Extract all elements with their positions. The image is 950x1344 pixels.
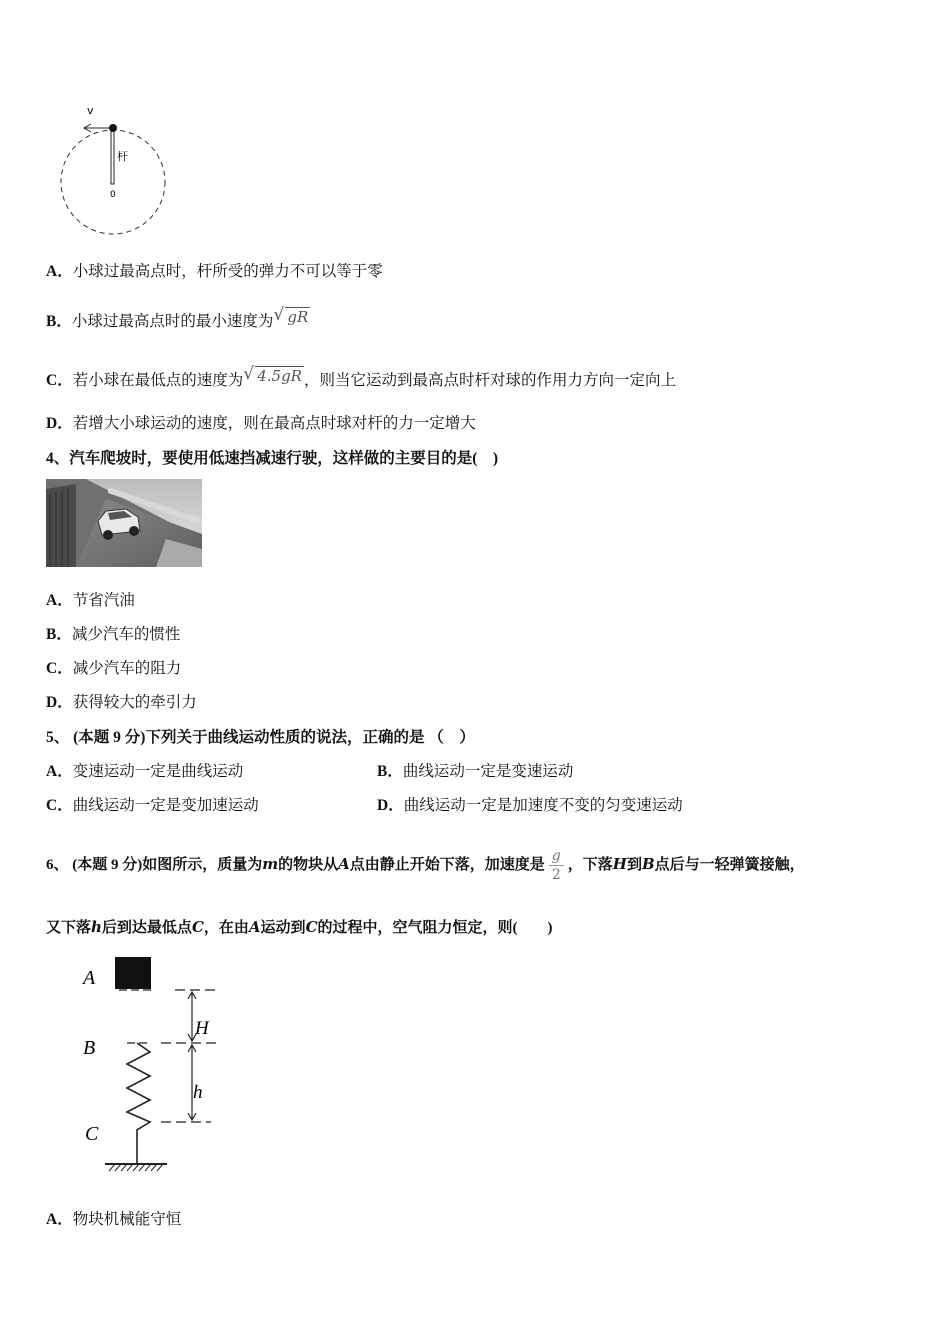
stem-text: 6、 (本题 9 分)如图所示，质量为 bbox=[46, 857, 263, 873]
formula-radicand: gR bbox=[287, 308, 309, 326]
rod bbox=[111, 128, 114, 184]
option-text: 物块机械能守恒 bbox=[72, 1210, 182, 1228]
option-label: C． bbox=[46, 797, 73, 814]
car-on-slope-photo bbox=[46, 479, 202, 567]
question-text: 5、 (本题 9 分)下列关于曲线运动性质的说法，正确的是 （ ） bbox=[46, 729, 475, 746]
option-label: B． bbox=[46, 626, 72, 643]
fraction-g-over-2 bbox=[549, 847, 564, 884]
option-label: B． bbox=[46, 313, 72, 330]
option-text: 减少汽车的惯性 bbox=[71, 625, 181, 643]
q5-option-a[interactable] bbox=[46, 761, 243, 782]
option-label: C． bbox=[46, 372, 73, 389]
label-C: C bbox=[85, 1123, 99, 1145]
var-B: B bbox=[641, 855, 655, 873]
ground-hatch bbox=[109, 1164, 163, 1171]
q6-stem-line1 bbox=[46, 842, 805, 887]
question-text: 4、汽车爬坡时，要使用低速挡减速行驶，这样做的主要目的是( ) bbox=[46, 450, 499, 467]
option-text: 节省汽油 bbox=[72, 591, 135, 609]
option-label: A． bbox=[46, 763, 73, 780]
q4-option-d[interactable] bbox=[46, 692, 197, 713]
fraction-denominator: 2 bbox=[551, 866, 561, 883]
var-h: h bbox=[91, 918, 102, 936]
var-C: C bbox=[305, 918, 318, 936]
q4-option-b[interactable] bbox=[46, 624, 180, 645]
car-photo-illustration bbox=[46, 479, 202, 567]
option-text: 曲线运动一定是变加速运动 bbox=[72, 796, 259, 814]
option-label: D． bbox=[46, 694, 73, 711]
stem-text: 后到达最低点 bbox=[101, 920, 192, 936]
rod-circle-diagram bbox=[55, 98, 175, 243]
stem-text: 运动到 bbox=[260, 920, 306, 936]
q6-stem-line2 bbox=[46, 917, 553, 938]
option-label: A． bbox=[46, 263, 73, 280]
sqrt-formula bbox=[273, 307, 310, 327]
option-text: 变速运动一定是曲线运动 bbox=[72, 762, 244, 780]
q4-option-a[interactable] bbox=[46, 590, 135, 611]
center-label: 0 bbox=[110, 190, 116, 200]
stem-text: 的过程中，空气阻力恒定，则( ) bbox=[317, 920, 553, 936]
option-text: 若增大小球运动的速度，则在最高点时球对杆的力一定增大 bbox=[72, 414, 476, 432]
option-text: 曲线运动一定是加速度不变的匀变速运动 bbox=[403, 796, 683, 814]
var-C: C bbox=[191, 918, 204, 936]
stem-text: 点由静止开始下落，加速度是 bbox=[349, 857, 545, 873]
q5-stem bbox=[46, 727, 475, 748]
option-text: 曲线运动一定是变速运动 bbox=[402, 762, 574, 780]
q6-option-a[interactable] bbox=[46, 1209, 181, 1230]
block bbox=[115, 957, 151, 989]
q3-option-a[interactable] bbox=[46, 261, 383, 282]
label-A: A bbox=[83, 967, 96, 989]
option-label: B． bbox=[377, 763, 403, 780]
var-A: A bbox=[338, 855, 350, 873]
option-label: A． bbox=[46, 592, 73, 609]
stem-text: 到 bbox=[626, 857, 642, 873]
rod-label: 杆 bbox=[117, 150, 128, 163]
stem-text: 点后与一轻弹簧接触， bbox=[654, 857, 805, 873]
stem-text: 的物块从 bbox=[278, 857, 339, 873]
label-B: B bbox=[83, 1037, 96, 1059]
option-text-after: ，则当它运动到最高点时杆对球的作用力方向一定向上 bbox=[303, 371, 676, 389]
formula-radicand: 4.5gR bbox=[257, 367, 302, 385]
q4-stem bbox=[46, 448, 498, 469]
var-m: m bbox=[262, 855, 279, 873]
option-label: A． bbox=[46, 1211, 73, 1228]
q3-option-b[interactable] bbox=[46, 307, 310, 332]
spring-drop-diagram bbox=[75, 950, 255, 1195]
var-A: A bbox=[248, 918, 261, 936]
fraction-numerator: g bbox=[549, 847, 564, 866]
option-text: 获得较大的牵引力 bbox=[72, 693, 197, 711]
q5-option-c[interactable] bbox=[46, 795, 259, 816]
option-text: 小球过最高点时，杆所受的弹力不可以等于零 bbox=[72, 262, 383, 280]
q5-option-d[interactable] bbox=[377, 795, 683, 816]
q4-option-c[interactable] bbox=[46, 658, 181, 679]
option-text: 减少汽车的阻力 bbox=[72, 659, 182, 677]
option-label: D． bbox=[377, 797, 404, 814]
option-text: 若小球在最低点的速度为 bbox=[72, 371, 244, 389]
option-label: D． bbox=[46, 415, 73, 432]
q3-option-c[interactable] bbox=[46, 366, 676, 391]
q5-option-b[interactable] bbox=[377, 761, 573, 782]
v-label: v bbox=[87, 104, 94, 117]
spring bbox=[127, 1043, 150, 1164]
var-H: H bbox=[612, 855, 627, 873]
option-text: 小球过最高点时的最小速度为 bbox=[71, 312, 274, 330]
label-h: h bbox=[193, 1082, 203, 1103]
stem-text: ，下落 bbox=[567, 857, 613, 873]
label-H: H bbox=[195, 1018, 209, 1039]
sqrt-formula bbox=[243, 366, 304, 386]
stem-text: ，在由 bbox=[203, 920, 249, 936]
option-label: C． bbox=[46, 660, 73, 677]
stem-text: 又下落 bbox=[46, 920, 92, 936]
q3-option-d[interactable] bbox=[46, 413, 476, 434]
